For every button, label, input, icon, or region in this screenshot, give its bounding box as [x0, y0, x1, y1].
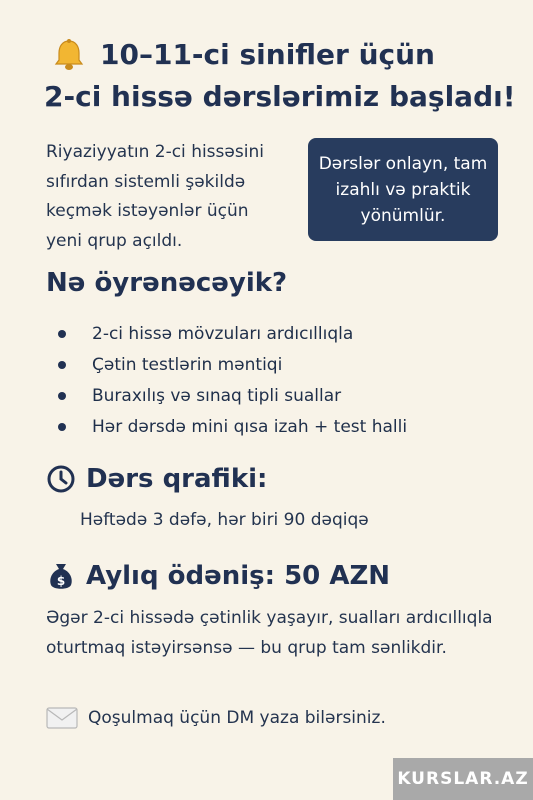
info-box-text: Dərslər onlayn, tam izahlı və praktik yönümlür.	[318, 153, 488, 226]
schedule-heading	[46, 464, 267, 494]
bullet-icon	[58, 361, 66, 369]
list-item-text: Buraxılış və sınaq tipli suallar	[92, 385, 342, 406]
list-item-text: Çətin testlərin məntiqi	[92, 354, 283, 375]
schedule-text: Həftədə 3 dəfə, hər biri 90 dəqiqə	[80, 510, 369, 530]
cta-text: Qoşulmaq üçün DM yaza bilərsiniz.	[88, 708, 386, 728]
list-item	[46, 411, 407, 442]
svg-text:$: $	[56, 574, 66, 588]
bullet-icon	[58, 330, 66, 338]
learn-list	[46, 318, 407, 442]
list-item	[46, 349, 407, 380]
envelope-icon	[46, 706, 78, 730]
price-heading-text: Aylıq ödəniş: 50 AZN	[86, 561, 391, 591]
money-bag-icon	[46, 560, 76, 592]
bullet-icon	[58, 392, 66, 400]
info-box	[308, 138, 498, 241]
bell-icon	[52, 38, 86, 72]
list-item-text: 2-ci hissə mövzuları ardıcıllıqla	[92, 323, 354, 344]
list-item-text: Hər dərsdə mini qısa izah + test halli	[92, 416, 408, 437]
bullet-icon	[58, 423, 66, 431]
learn-heading: Nə öyrənəcəyik?	[46, 268, 288, 298]
list-item	[46, 318, 407, 349]
price-heading	[46, 560, 390, 592]
clock-icon	[46, 464, 76, 494]
title-line-1: 10–11-ci sinifler üçün	[100, 38, 435, 71]
title-line-2: 2-ci hissə dərslərimiz başladı!	[44, 80, 516, 113]
intro-text: Riyaziyyatın 2-ci hissəsini sıfırdan sistemli şəkildə keçmək istəyənlər üçün yeni qrup açıldı.	[46, 142, 264, 251]
watermark: KURSLAR.AZ	[393, 758, 533, 800]
list-item	[46, 380, 407, 411]
closing-text: Əgər 2-ci hissədə çətinlik yaşayır, sualları ardıcıllıqla oturtmaq istəyirsənsə — bu qrup tam sənlikdir.	[46, 608, 493, 658]
page-title	[0, 34, 533, 118]
schedule-heading-text: Dərs qrafiki:	[86, 464, 268, 494]
cta-line	[46, 706, 386, 730]
